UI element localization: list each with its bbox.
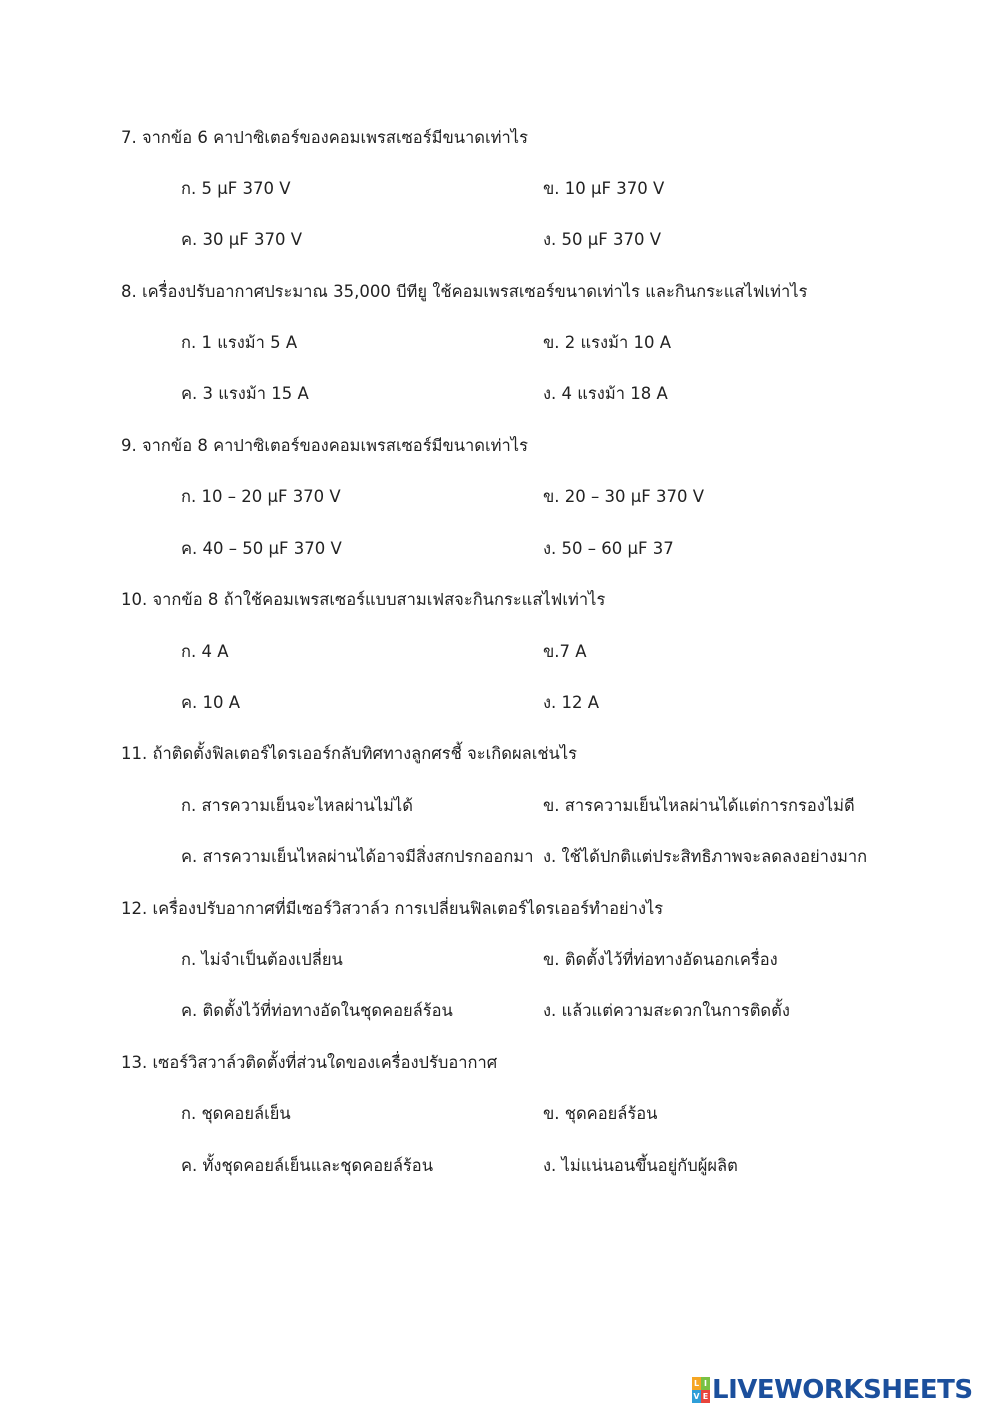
- choice-8-d[interactable]: ง. 4 แรงม้า 18 A: [543, 384, 668, 403]
- choice-7-c[interactable]: ค. 30 μF 370 V: [181, 230, 303, 249]
- liveworksheets-logo: [692, 1375, 973, 1405]
- choice-9-d[interactable]: ง. 50 – 60 μF 37: [543, 539, 674, 558]
- choice-8-c[interactable]: ค. 3 แรงม้า 15 A: [181, 384, 309, 403]
- choice-13-d[interactable]: ง. ไม่แน่นอนขึ้นอยู่กับผู้ผลิต: [543, 1156, 738, 1175]
- choice-8-a[interactable]: ก. 1 แรงม้า 5 A: [181, 333, 298, 352]
- logo-mark-v: V: [693, 1392, 700, 1401]
- choice-12-c[interactable]: ค. ติดตั้งไว้ที่ท่อทางอัดในชุดคอยล์ร้อน: [181, 1001, 453, 1020]
- choice-7-a[interactable]: ก. 5 μF 370 V: [181, 179, 291, 198]
- liveworksheets-mark-icon: [692, 1377, 710, 1403]
- choice-12-a[interactable]: ก. ไม่จำเป็นต้องเปลี่ยน: [181, 950, 343, 969]
- logo-mark-i: I: [701, 1377, 710, 1390]
- choice-13-a[interactable]: ก. ชุดคอยล์เย็น: [181, 1104, 291, 1123]
- choice-9-c[interactable]: ค. 40 – 50 μF 370 V: [181, 539, 342, 558]
- choice-8-b[interactable]: ข. 2 แรงม้า 10 A: [543, 333, 671, 352]
- choice-11-c[interactable]: ค. สารความเย็นไหลผ่านได้อาจมีสิ่งสกปรกออกมา: [181, 847, 534, 866]
- choice-10-a[interactable]: ก. 4 A: [181, 642, 229, 661]
- choice-11-d[interactable]: ง. ใช้ได้ปกติแต่ประสิทธิภาพจะลดลงอย่างมาก: [543, 847, 868, 866]
- choice-13-c[interactable]: ค. ทั้งชุดคอยล์เย็นและชุดคอยล์ร้อน: [181, 1156, 433, 1175]
- choice-13-b[interactable]: ข. ชุดคอยล์ร้อน: [543, 1104, 658, 1123]
- choice-12-b[interactable]: ข. ติดตั้งไว้ที่ท่อทางอัดนอกเครื่อง: [543, 950, 778, 969]
- question-11: 11. ถ้าติดตั้งฟิลเตอร์ไดรเออร์กลับทิศทางลูกศรชี้ จะเกิดผลเช่นไร: [121, 744, 577, 763]
- liveworksheets-wordmark: LIVEWORKSHEETS: [712, 1375, 973, 1405]
- choice-10-d[interactable]: ง. 12 A: [543, 693, 600, 712]
- choice-12-d[interactable]: ง. แล้วแต่ความสะดวกในการติดตั้ง: [543, 1001, 790, 1020]
- question-7: 7. จากข้อ 6 คาปาซิเตอร์ของคอมเพรสเซอร์มีขนาดเท่าไร: [121, 128, 528, 147]
- question-13: 13. เซอร์วิสวาล์วติดตั้งที่ส่วนใดของเครื่องปรับอากาศ: [121, 1053, 498, 1072]
- question-9: 9. จากข้อ 8 คาปาซิเตอร์ของคอมเพรสเซอร์มีขนาดเท่าไร: [121, 436, 528, 455]
- choice-10-b[interactable]: ข.7 A: [543, 642, 587, 661]
- choice-7-d[interactable]: ง. 50 μF 370 V: [543, 230, 662, 249]
- choice-7-b[interactable]: ข. 10 μF 370 V: [543, 179, 665, 198]
- question-10: 10. จากข้อ 8 ถ้าใช้คอมเพรสเซอร์แบบสามเฟสจะกินกระแสไฟเท่าไร: [121, 590, 606, 609]
- choice-11-a[interactable]: ก. สารความเย็นจะไหลผ่านไม่ได้: [181, 796, 413, 815]
- choice-9-a[interactable]: ก. 10 – 20 μF 370 V: [181, 487, 341, 506]
- question-8: 8. เครื่องปรับอากาศประมาณ 35,000 บีทียู ใช้คอมเพรสเซอร์ขนาดเท่าไร และกินกระแสไฟเท่าไร: [121, 282, 808, 301]
- choice-11-b[interactable]: ข. สารความเย็นไหลผ่านได้แต่การกรองไม่ดี: [543, 796, 855, 815]
- logo-mark-e: E: [702, 1392, 709, 1401]
- choice-10-c[interactable]: ค. 10 A: [181, 693, 241, 712]
- choice-9-b[interactable]: ข. 20 – 30 μF 370 V: [543, 487, 705, 506]
- question-12: 12. เครื่องปรับอากาศที่มีเซอร์วิสวาล์ว การเปลี่ยนฟิลเตอร์ไดรเออร์ทำอย่างไร: [121, 899, 664, 918]
- logo-mark-l: L: [693, 1379, 700, 1388]
